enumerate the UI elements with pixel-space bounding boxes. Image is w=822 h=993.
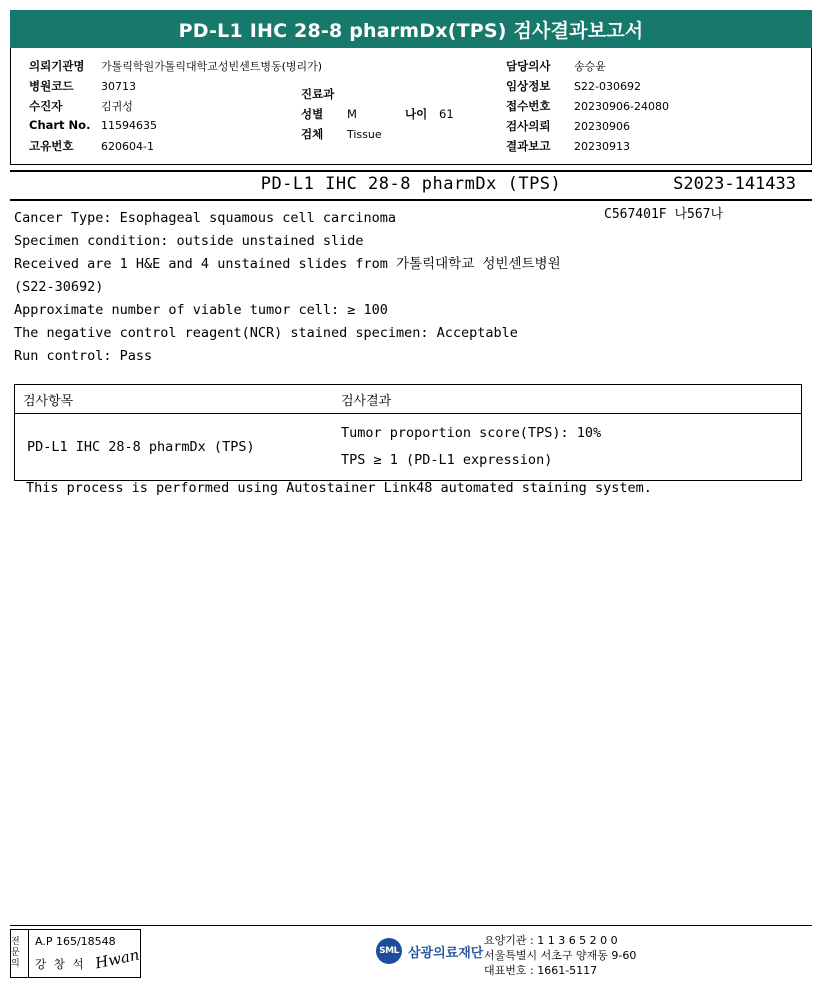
patient-header-box	[10, 48, 812, 165]
header-value-institution: 가톨릭학원가톨릭대학교성빈센트병동(병리가)	[101, 60, 323, 73]
header-value-specimen: Tissue	[347, 128, 382, 141]
company-address	[484, 933, 636, 978]
header-label-doctor: 담당의사	[506, 59, 551, 73]
result-table-header	[15, 385, 801, 414]
header-field-department	[301, 86, 501, 101]
body-line: The negative control reagent(NCR) stained specimen: Acceptable	[14, 325, 518, 341]
signature-mark: Hwan	[93, 945, 141, 973]
column-header-item: 검사항목	[23, 393, 74, 409]
header-value-report-date: 20230913	[574, 140, 630, 153]
header-value-clinical-info: S22-030692	[574, 80, 641, 93]
address-line-street: 서울특별시 서초구 양재동 9-60	[484, 949, 637, 962]
header-label-request-date: 검사의뢰	[506, 119, 551, 133]
signature-role-text: 전문의	[11, 937, 20, 969]
page-title: PD-L1 IHC 28-8 pharmDx(TPS) 검사결과보고서	[178, 19, 644, 42]
sml-logo-icon: SML	[376, 938, 402, 964]
header-value-patient-name: 김귀성	[101, 100, 133, 113]
header-label-department: 진료과	[301, 87, 335, 101]
body-line: Approximate number of viable tumor cell: ≥ 100	[14, 302, 388, 318]
accession-number: S2023-141433	[673, 174, 796, 194]
header-label-hospital-code: 병원코드	[29, 79, 74, 93]
process-note: This process is performed using Autostainer Link48 automated staining system.	[26, 480, 652, 496]
header-field-gender-age	[301, 106, 501, 121]
address-line-phone: 대표번호 : 1661-5117	[484, 964, 598, 977]
header-field-report-date	[506, 138, 806, 153]
body-line: Cancer Type: Esophageal squamous cell carcinoma	[14, 210, 397, 226]
header-column-middle	[301, 86, 501, 146]
divider-bottom	[10, 199, 812, 201]
signature-license: A.P 165/18548	[35, 935, 116, 948]
header-label-institution: 의뢰기관명	[29, 59, 85, 73]
header-label-chart-no: Chart No.	[29, 118, 91, 132]
header-value-gender: M	[347, 107, 357, 121]
signature-content	[29, 930, 140, 977]
header-label-patient-name: 수진자	[29, 99, 63, 113]
address-line-institution: 요양기관 : 1 1 3 6 5 2 0 0	[484, 934, 618, 947]
signature-name: 강 창 석	[35, 957, 86, 971]
header-value-request-date: 20230906	[574, 120, 630, 133]
header-label-patient-id: 고유번호	[29, 139, 74, 153]
result-line-expression: TPS ≥ 1 (PD-L1 expression)	[341, 452, 553, 468]
header-value-chart-no: 11594635	[101, 119, 157, 132]
result-line-tps: Tumor proportion score(TPS): 10%	[341, 425, 602, 441]
header-label-clinical-info: 임상정보	[506, 79, 551, 93]
column-header-result: 검사결과	[341, 393, 392, 409]
header-value-reception-no: 20230906-24080	[574, 100, 669, 113]
signature-box	[10, 929, 141, 978]
header-label-report-date: 결과보고	[506, 139, 551, 153]
body-line: Specimen condition: outside unstained slide	[14, 233, 364, 249]
header-field-specimen	[301, 126, 501, 141]
header-field-doctor	[506, 58, 806, 73]
header-label-gender: 성별	[301, 107, 324, 121]
header-label-specimen: 검체	[301, 127, 324, 141]
body-line: (S22-30692)	[14, 279, 104, 295]
body-line: Received are 1 H&E and 4 unstained slides from 가톨릭대학교 성빈센트병원	[14, 256, 561, 272]
header-label-age: 나이	[405, 107, 428, 121]
header-value-hospital-code: 30713	[101, 80, 136, 93]
report-title-bar	[10, 10, 812, 48]
report-body	[14, 207, 694, 368]
header-label-reception-no: 접수번호	[506, 99, 551, 113]
table-row	[15, 414, 801, 480]
result-table	[14, 384, 802, 481]
test-name: PD-L1 IHC 28-8 pharmDx (TPS)	[260, 174, 562, 194]
header-field-request-date	[506, 118, 806, 133]
body-line: Run control: Pass	[14, 348, 153, 364]
test-code: C567401F 나567나	[604, 207, 724, 222]
company-name: 삼광의료재단	[408, 945, 484, 961]
header-value-age: 61	[439, 107, 454, 121]
header-column-right	[506, 58, 806, 158]
result-item-name: PD-L1 IHC 28-8 pharmDx (TPS)	[27, 439, 255, 455]
footer-divider	[10, 925, 812, 926]
company-logo	[376, 938, 483, 964]
signature-role-label	[11, 930, 29, 977]
header-value-doctor: 송승윤	[574, 60, 606, 73]
header-field-reception-no	[506, 98, 806, 113]
header-field-institution	[29, 58, 429, 73]
header-value-patient-id: 620604-1	[101, 140, 154, 153]
header-field-clinical-info	[506, 78, 806, 93]
result-values	[333, 414, 801, 480]
divider-top	[10, 170, 812, 172]
